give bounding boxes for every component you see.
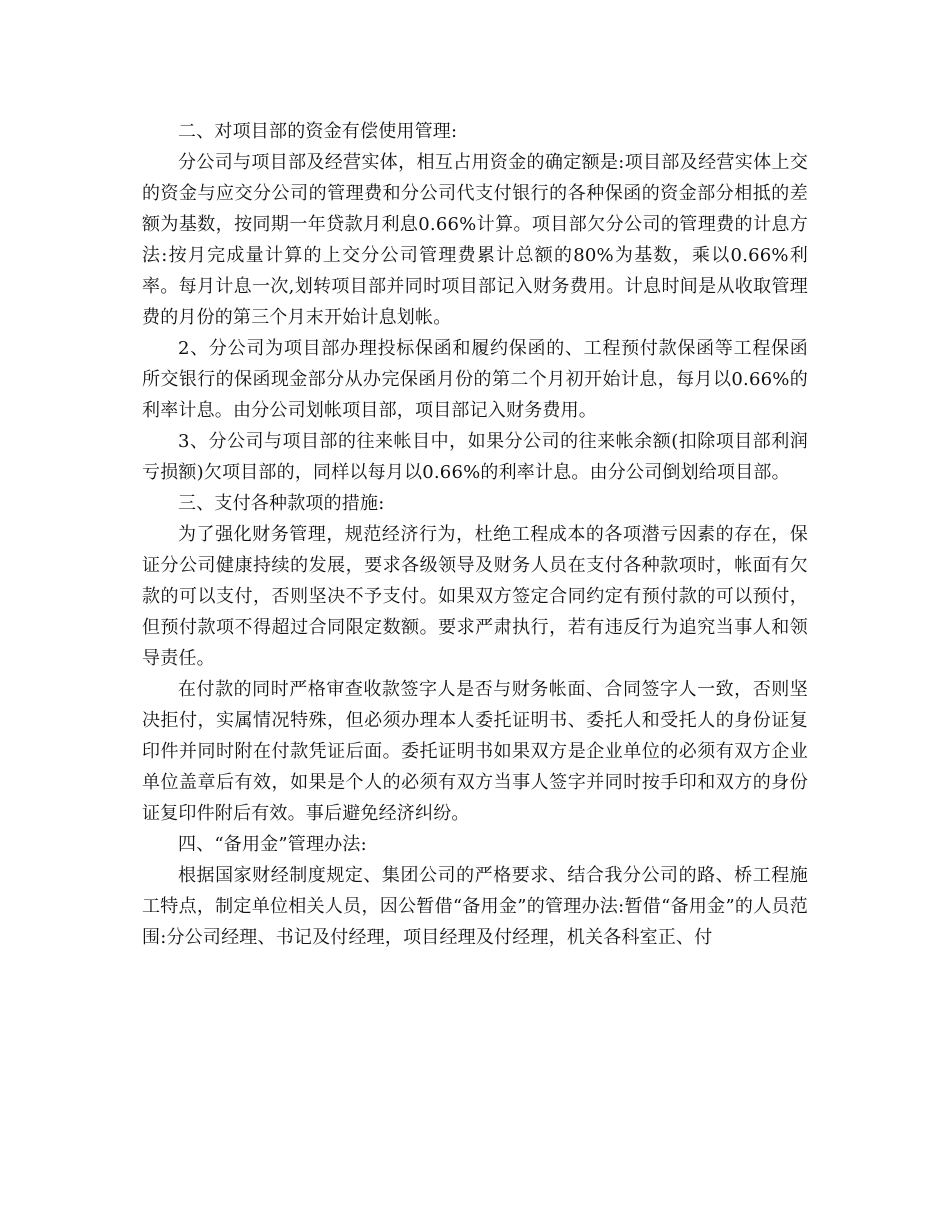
- document-body: [142, 116, 808, 953]
- paragraph: 2、分公司为项目部办理投标保函和履约保函的、工程预付款保函等工程保函所交银行的保函现金部分从办完保函月份的第二个月初开始计息，每月以0.66%的利率计息。由分公司划帐项目部，项目部记入财务费用。: [142, 338, 808, 421]
- paragraph: 在付款的同时严格审查收款签字人是否与财务帐面、合同签字人一致，否则坚决拒付，实属情况特殊，但必须办理本人委托证明书、委托人和受托人的身份证复印件并同时附在付款凭证后面。委托证明书如果双方是企业单位的必须有双方企业单位盖章后有效，如果是个人的必须有双方当事人签字并同时按手印和双方的身份证复印件附后有效。事后避免经济纠纷。: [142, 679, 808, 824]
- paragraph: 为了强化财务管理，规范经济行为，杜绝工程成本的各项潜亏因素的存在，保证分公司健康持续的发展，要求各级领导及财务人员在支付各种款项时，帐面有欠款的可以支付，否则坚决不予支付。如果双方签定合同约定有预付款的可以预付，但预付款项不得超过合同限定数额。要求严肃执行，若有违反行为追究当事人和领导责任。: [142, 524, 808, 669]
- paragraph: 3、分公司与项目部的往来帐目中，如果分公司的往来帐余额(扣除项目部利润亏损额)欠项目部的，同样以每月以0.66%的利率计息。由分公司倒划给项目部。: [142, 431, 808, 483]
- paragraph: 分公司与项目部及经营实体，相互占用资金的确定额是:项目部及经营实体上交的资金与应交分公司的管理费和分公司代支付银行的各种保函的资金部分相抵的差额为基数，按同期一年贷款月利息0.66%计算。项目部欠分公司的管理费的计息方法:按月完成量计算的上交分公司管理费累计总额的80%为基数，乘以0.66%利率。每月计息一次,划转项目部并同时项目部记入财务费用。计息时间是从收取管理费的月份的第三个月末开始计息划帐。: [142, 152, 808, 328]
- heading-section-2: 二、对项目部的资金有偿使用管理:: [178, 121, 458, 142]
- heading-section-3: 三、支付各种款项的措施:: [178, 493, 385, 514]
- paragraph: 根据国家财经制度规定、集团公司的严格要求、结合我分公司的路、桥工程施工特点，制定单位相关人员，因公暂借“备用金”的管理办法:暂借“备用金”的人员范围:分公司经理、书记及付经理，项目经理及付经理，机关各科室正、付: [142, 865, 808, 948]
- heading-section-4: 四、“备用金”管理办法:: [178, 834, 367, 855]
